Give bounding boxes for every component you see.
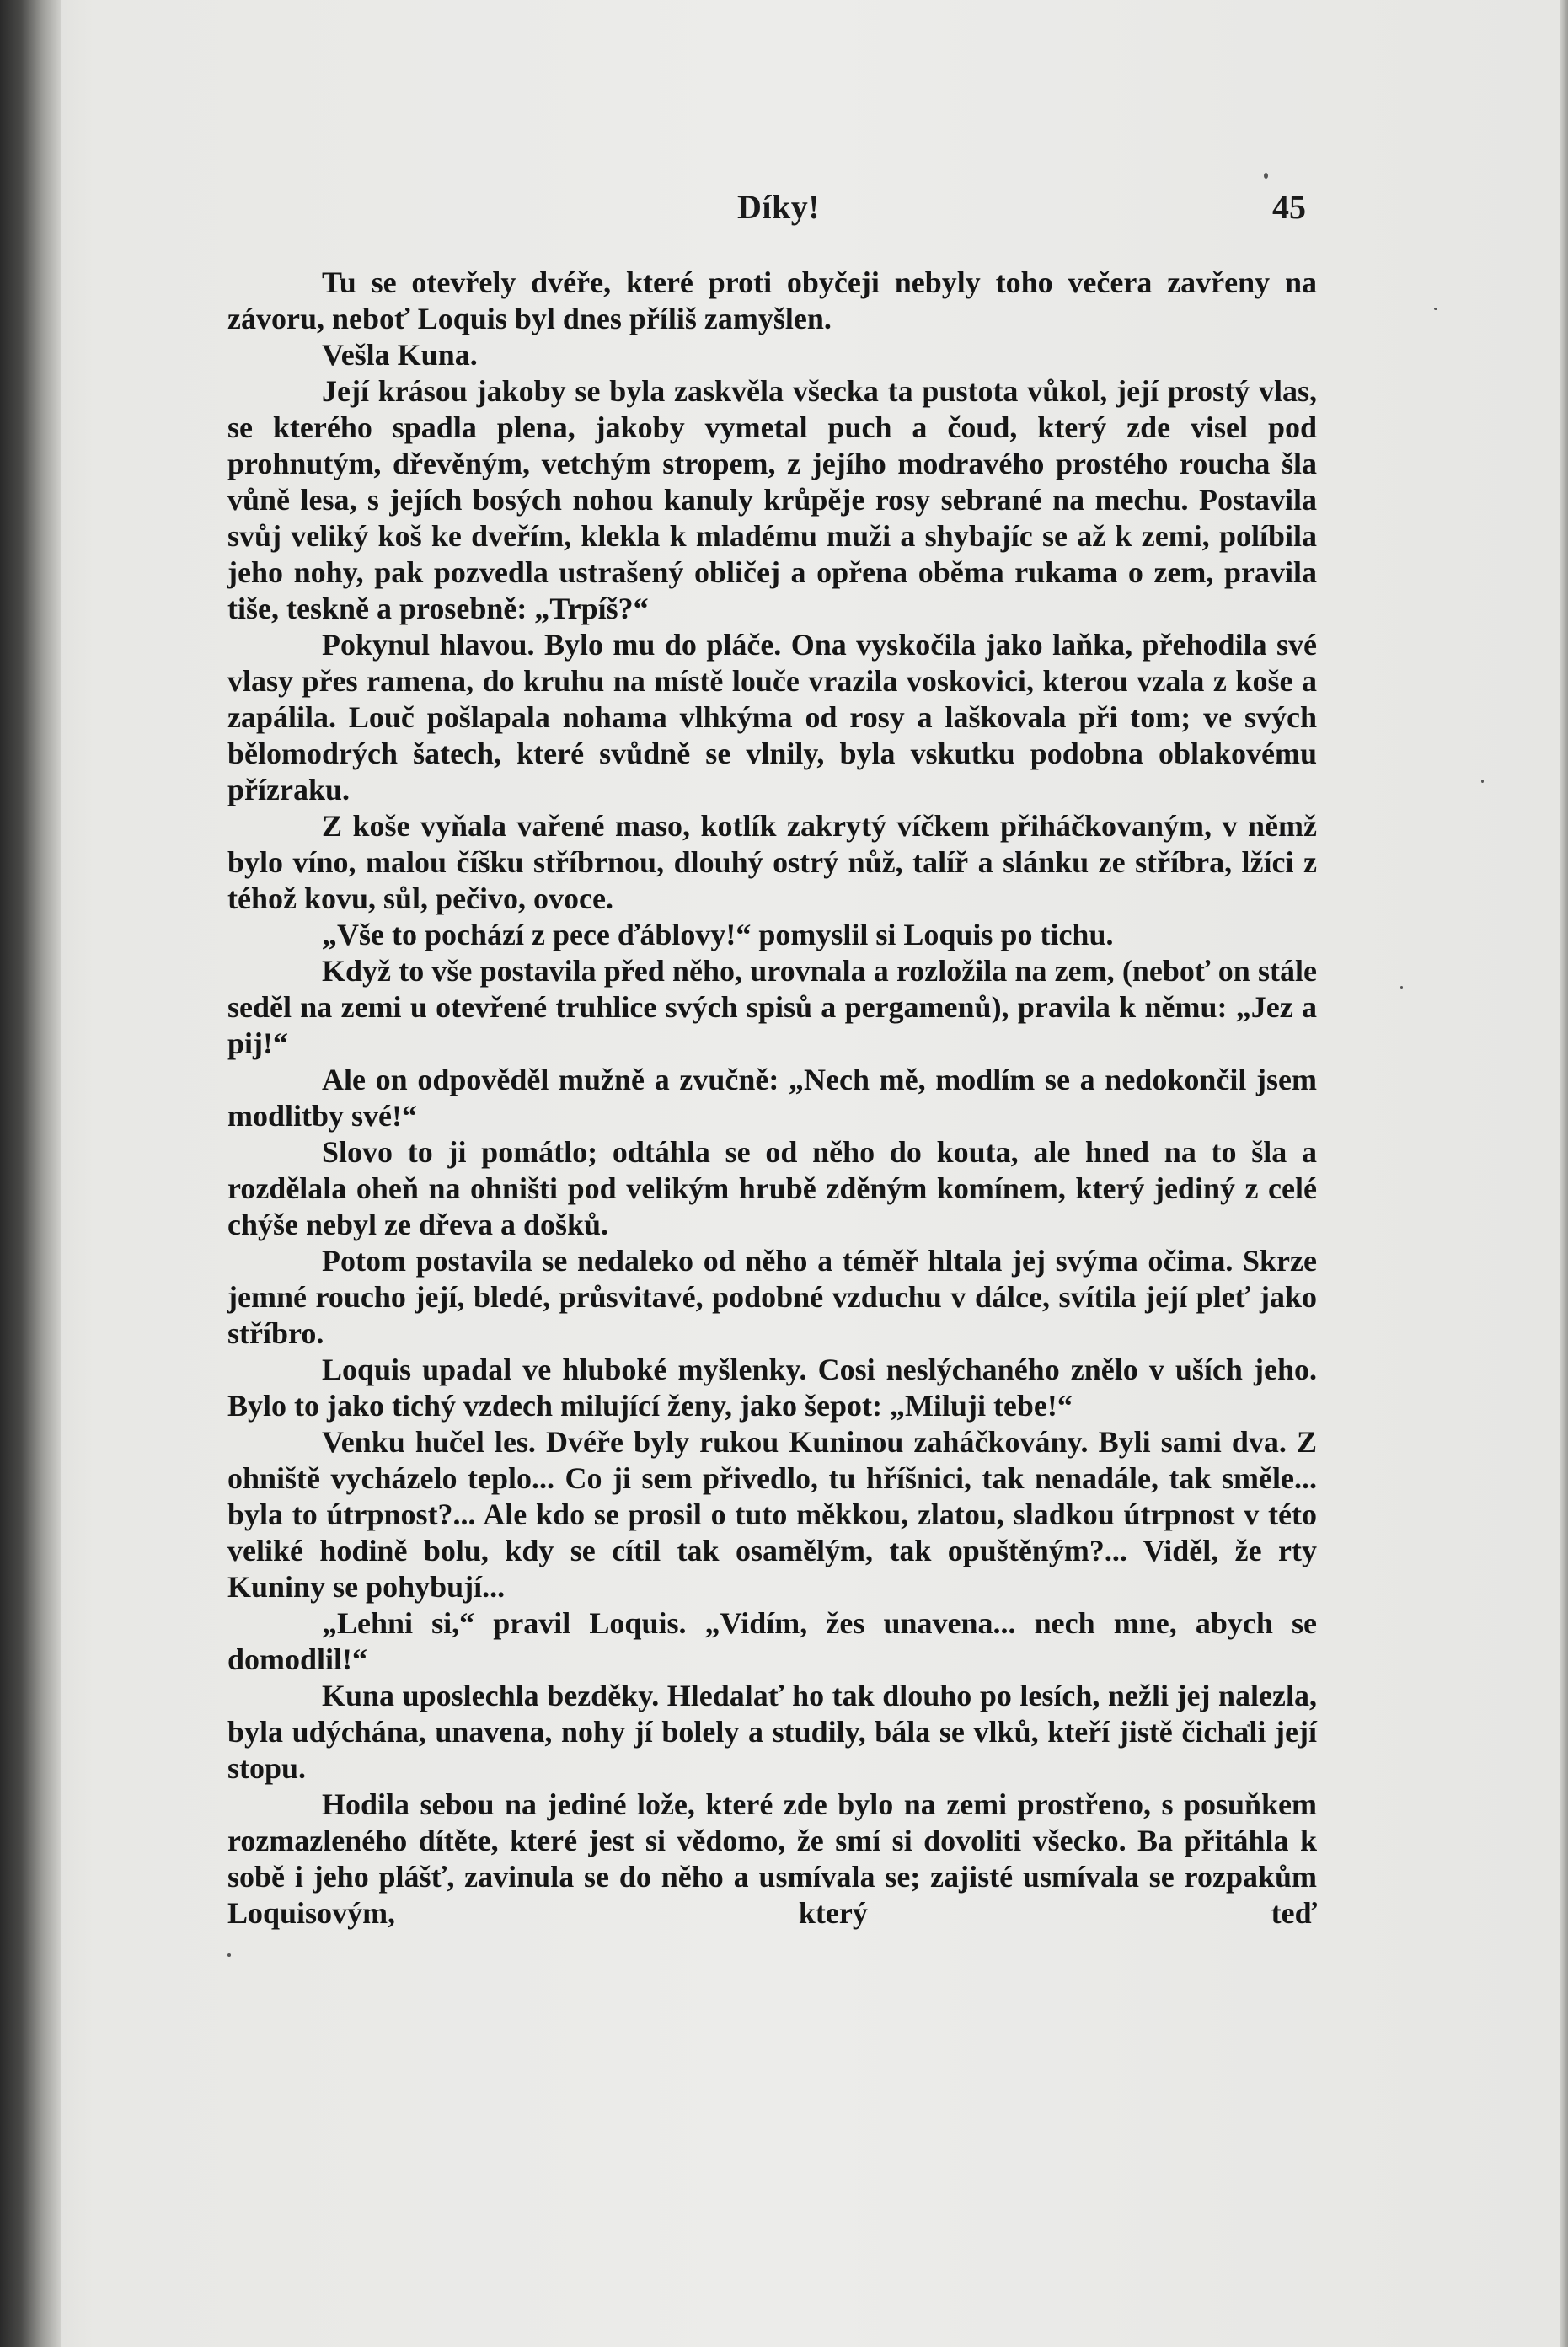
paragraph: Z koše vyňala vařené maso, kotlík zakrytý víčkem přiháčkovaným, v němž bylo víno, malou číšku stříbrnou, dlouhý ostrý nůž, talíř a slánku ze stříbra, lžíci z téhož kovu, sůl, pečivo, ovoce. — [227, 809, 1317, 915]
paragraph: Loquis upadal ve hluboké myšlenky. Cosi neslýchaného znělo v uších jeho. Bylo to jako tichý vzdech milující ženy, jako šepot: „Miluji tebe!“ — [227, 1353, 1317, 1423]
paragraph: Venku hučel les. Dvéře byly rukou Kuninou zaháčkovány. Byli sami dva. Z ohniště vycházelo teplo... Co ji sem přivedlo, tu hříšnici, tak nenadále, tak směle... byla to útrpnost?... Ale kdo se prosil o tuto měkkou, zlatou, sladkou útrpnost v této veliké hodině bolu, kdy se cítil tak osamělým, tak opuštěným?... Viděl, že rty Kuniny se pohybují... — [227, 1425, 1317, 1604]
body-text — [227, 265, 1317, 1932]
page-edge — [1560, 0, 1568, 2347]
paragraph: Hodila sebou na jediné lože, které zde bylo na zemi prostřeno, s posuňkem rozmazleného dítěte, které jest si vědomo, že smí si dovoliti všecko. Ba přitáhla k sobě i jeho plášť, zavinula se do něho a usmívala se; zajisté usmívala se rozpakům Loquisovým, který teď — [227, 1787, 1317, 1930]
paragraph: Tu se otevřely dvéře, které proti obyčeji nebyly toho večera zavřeny na závoru, neboť Loquis byl dnes příliš zamyšlen. — [227, 265, 1317, 335]
paragraph: Kuna uposlechla bezděky. Hledalať ho tak dlouho po lesích, nežli jej nalezla, byla udýchána, unavena, nohy jí bolely a studily, bála se vlků, kteří jistě čichali její stopu. — [227, 1679, 1317, 1785]
paragraph: Slovo to ji pomátlo; odtáhla se od něho do kouta, ale hned na to šla a rozdělala oheň na ohništi pod velikým hrubě zděným komínem, který jediný z celé chýše nebyl ze dřeva a došků. — [227, 1135, 1317, 1241]
print-speck — [1400, 986, 1403, 989]
paragraph: Potom postavila se nedaleko od něho a téměř hltala jej svýma očima. Skrze jemné roucho její, bledé, průsvitavé, podobné vzduchu v dálce, svítila její pleť jako stříbro. — [227, 1244, 1317, 1350]
print-speck — [1264, 173, 1268, 179]
paragraph: Její krásou jakoby se byla zaskvěla všecka ta pustota vůkol, její prostý vlas, se kterého spadla plena, jakoby vymetal puch a čoud, který zde visel pod prohnutým, dřevěným, vetchým stropem, z jejího modravého prostého roucha šla vůně lesa, s jejích bosých nohou kanuly krůpěje rosy sebrané na mechu. Postavila svůj veliký koš ke dveřím, klekla k mladému muži a shybajíc se až k zemi, políbila jeho nohy, pak pozvedla ustrašený obličej a opřena oběma rukama o zem, pravila tiše, teskně a prosebně: „Trpíš?“ — [227, 374, 1317, 625]
page-header — [0, 187, 1568, 234]
page-number: 45 — [1272, 188, 1306, 226]
paragraph: Vešla Kuna. — [322, 338, 478, 372]
running-title: Díky! — [737, 188, 821, 226]
paragraph: Pokynul hlavou. Bylo mu do pláče. Ona vyskočila jako laňka, přehodila své vlasy přes ramena, do kruhu na místě louče vrazila voskovici, kterou vzala z koše a zapálila. Louč pošlapala nohama vlhkýma od rosy a laškovala při tom; ve svých bělomodrých šatech, které svůdně se vlnily, byla vskutku podobna oblakovému přízraku. — [227, 628, 1317, 806]
book-binding-shadow — [0, 0, 61, 2347]
print-speck — [227, 1953, 231, 1957]
paragraph: „Vše to pochází z pece ďáblovy!“ pomyslil si Loquis po tichu. — [322, 918, 1114, 951]
paragraph: „Lehni si,“ pravil Loquis. „Vidím, žes unavena... nech mne, abych se domodlil!“ — [227, 1606, 1317, 1676]
print-speck — [1481, 780, 1484, 783]
print-speck — [1434, 308, 1437, 310]
paragraph: Ale on odpověděl mužně a zvučně: „Nech mě, modlím se a nedokončil jsem modlitby své!“ — [227, 1063, 1317, 1133]
paragraph: Když to vše postavila před něho, urovnala a rozložila na zem, (neboť on stále seděl na zemi u otevřené truhlice svých spisů a pergamenů), pravila k němu: „Jez a pij!“ — [227, 954, 1317, 1060]
